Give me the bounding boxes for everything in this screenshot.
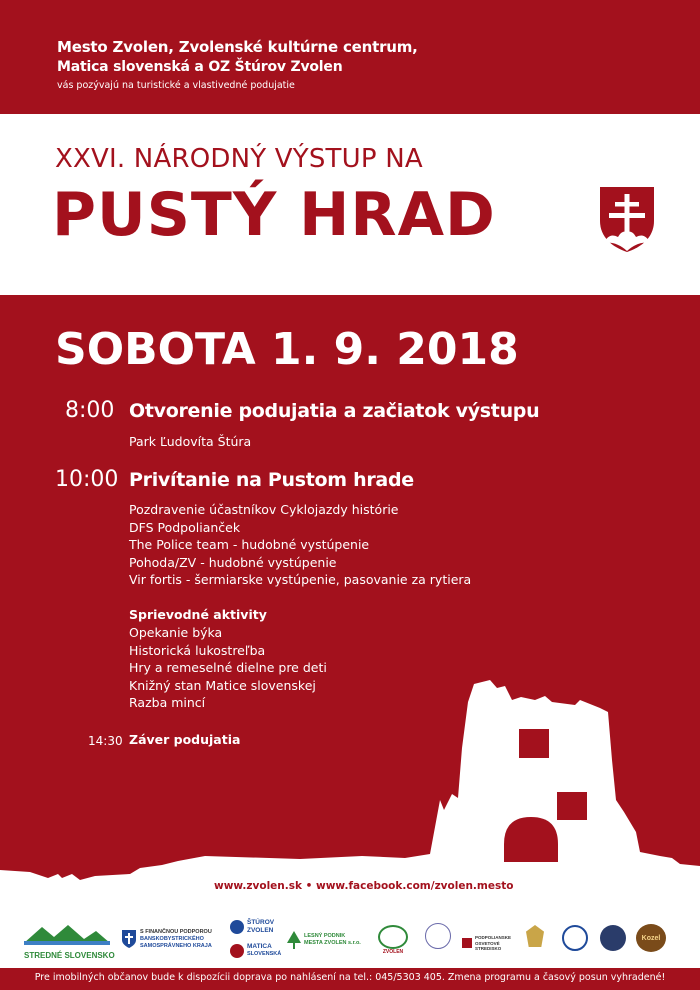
mountains-icon bbox=[24, 923, 110, 945]
bbsk-crest-icon bbox=[121, 929, 137, 949]
stredne-slovensko-logo: STREDNÉ SLOVENSKO bbox=[24, 923, 115, 960]
event-title: PUSTÝ HRAD bbox=[52, 180, 496, 250]
invitation-text: vás pozývajú na turistické a vlastivedné podujatie bbox=[57, 80, 295, 91]
list-item: Pozdravenie účastníkov Cyklojazdy histórie bbox=[129, 502, 399, 517]
organizers-line-2: Matica slovenská a OZ Štúrov Zvolen bbox=[57, 59, 343, 75]
time-8-00: 8:00 bbox=[65, 398, 115, 423]
club-badge-icon bbox=[600, 925, 626, 951]
square-emblem-icon bbox=[462, 938, 472, 948]
sturov-emblem-icon bbox=[230, 920, 244, 934]
time-14-30: 14:30 bbox=[88, 734, 123, 748]
matica-emblem-icon bbox=[230, 944, 244, 958]
list-item: DFS Podpolianček bbox=[129, 519, 241, 535]
zvolen-lesnicka-logo: ZVOLEN bbox=[378, 925, 408, 955]
podpolianske-osvetove-logo: PODPOLIANSKE OSVETOVÉ STREDISKO bbox=[462, 935, 511, 952]
castle-ruin-illustration bbox=[0, 660, 700, 905]
list-item: Hry a remeselné dielne pre deti bbox=[129, 660, 327, 675]
slovak-cross-crest-icon bbox=[598, 185, 656, 253]
tree-icon bbox=[287, 931, 301, 949]
list-item: Historická lukostreľba bbox=[129, 642, 266, 658]
event-kicker: XXVI. NÁRODNÝ VÝSTUP NA bbox=[55, 144, 423, 174]
event-opening-title: Otvorenie podujatia a začiatok výstupu bbox=[129, 400, 540, 422]
event-opening-place: Park Ľudovíta Štúra bbox=[129, 434, 252, 449]
sturov-zvolen-logo: ŠTÚROV ZVOLEN bbox=[230, 919, 274, 934]
matica-slovenska-logo: MATICA SLOVENSKÁ bbox=[230, 943, 281, 958]
kozel-logo: Kozel bbox=[636, 924, 666, 952]
event-welcome-title: Privítanie na Pustom hrade bbox=[129, 469, 414, 491]
round-emblem-icon bbox=[562, 925, 588, 951]
list-item: Razba mincí bbox=[129, 695, 206, 710]
event-date: SOBOTA 1. 9. 2018 bbox=[55, 324, 519, 375]
welcome-program-list bbox=[129, 501, 471, 589]
activities-heading: Sprievodné aktivity bbox=[129, 607, 267, 622]
lesny-podnik-logo: LESNÝ PODNIK MESTA ZVOLEN s.r.o. bbox=[287, 931, 361, 949]
list-item: Vir fortis - šermiarske vystúpenie, pasovanie za rytiera bbox=[129, 572, 472, 587]
circle-emblem-icon bbox=[378, 925, 408, 949]
event-closing-title: Záver podujatia bbox=[129, 732, 241, 747]
round-seal-icon bbox=[425, 923, 451, 949]
organizers-line-1: Mesto Zvolen, Zvolenské kultúrne centrum, bbox=[57, 38, 418, 56]
heraldic-emblem-icon bbox=[526, 925, 544, 947]
website-links[interactable]: www.zvolen.sk • www.facebook.com/zvolen.mesto bbox=[214, 880, 514, 892]
footer-note: Pre imobilných občanov bude k dispozícii doprava po nahlásení na tel.: 045/5303 405. Zmena programu a časový posun vyhradené! bbox=[34, 972, 666, 983]
list-item: Knižný stan Matice slovenskej bbox=[129, 677, 316, 693]
bbsk-logo: S FINANČNOU PODPOROU BANSKOBYSTRICKÉHO SAMOSPRÁVNEHO KRAJA bbox=[121, 929, 212, 950]
list-item: Opekanie býka bbox=[129, 625, 223, 640]
list-item: Pohoda/ZV - hudobné vystúpenie bbox=[129, 554, 337, 570]
time-10-00: 10:00 bbox=[55, 467, 119, 492]
list-item: The Police team - hudobné vystúpenie bbox=[129, 537, 370, 552]
